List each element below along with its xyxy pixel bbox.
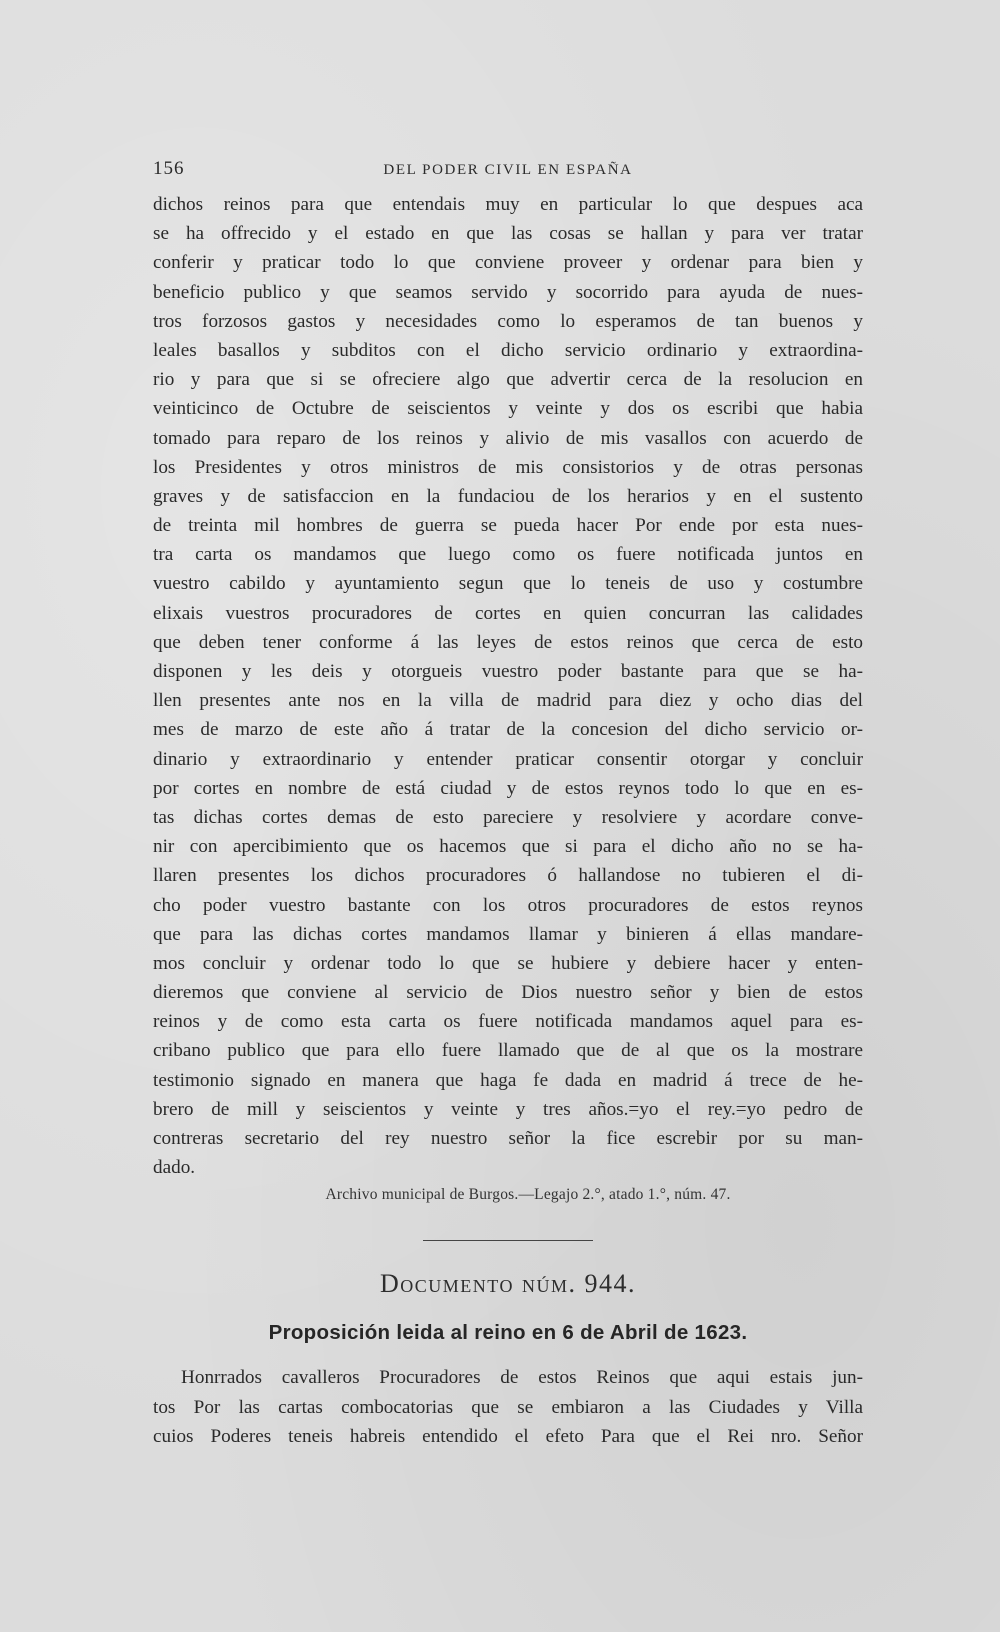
text-line: que para las dichas cortes mandamos llamar y binieren á ellas mandare- — [153, 923, 863, 945]
text-line: tas dichas cortes demas de esto pareciere y resolviere y acordare conve- — [153, 806, 863, 828]
text-line: cho poder vuestro bastante con los otros procuradores de estos reynos — [153, 894, 863, 916]
text-line: tos Por las cartas combocatorias que se embiaron a las Ciudades y Villa — [153, 1396, 863, 1418]
text-line: por cortes en nombre de está ciudad y de estos reynos todo lo que en es- — [153, 777, 863, 799]
text-line: cribano publico que para ello fuere llamado que de al que os la mostrare — [153, 1040, 863, 1062]
page-number: 156 — [153, 158, 185, 179]
text-line: elixais vuestros procuradores de cortes en quien concurran las calidades — [153, 602, 863, 624]
text-line: dichos reinos para que entendais muy en particular lo que despues aca — [153, 194, 863, 215]
text-line: brero de mill y seiscientos y veinte y tres años.=yo el rey.=yo pedro de — [153, 1098, 863, 1120]
text-line: nir con apercibimiento que os hacemos que si para el dicho año no se ha- — [153, 836, 863, 858]
text-line: mos concluir y ordenar todo lo que se hubiere y debiere hacer y enten- — [153, 952, 863, 974]
text-line: contreras secretario del rey nuestro señor la fice escrebir por su man- — [153, 1128, 863, 1149]
text-line: llen presentes ante nos en la villa de madrid para diez y ocho dias del — [153, 690, 863, 712]
document-subheading: Proposición leida al reino en 6 de Abril de 1623. — [268, 1321, 748, 1345]
text-line: los Presidentes y otros ministros de mis consistorios y de otras personas — [153, 456, 863, 478]
document-heading: Documento núm. 944. — [380, 1269, 636, 1299]
text-line: tomado para reparo de los reinos y alivio de mis vasallos con acuerdo de — [153, 427, 863, 449]
text-line: reinos y de como esta carta os fuere notificada mandamos aquel para es- — [153, 1011, 863, 1033]
text-line: vuestro cabildo y ayuntamiento segun que lo teneis de uso y costumbre — [153, 573, 863, 595]
text-line: se ha offrecido y el estado en que las cosas se hallan y para ver tratar — [153, 223, 863, 245]
text-line: graves y de satisfaccion en la fundaciou de los herarios y en el sustento — [153, 485, 863, 507]
running-title: DEL PODER CIVIL EN ESPAÑA — [383, 162, 633, 178]
body-text — [153, 190, 863, 1182]
text-line: conferir y praticar todo lo que conviene proveer y ordenar para bien y — [153, 252, 863, 274]
text-line: rio y para que si se ofreciere algo que advertir cerca de la resolucion en — [153, 369, 863, 391]
text-line: veinticinco de Octubre de seiscientos y veinte y dos os escribi que habia — [153, 398, 863, 420]
text-line: testimonio signado en manera que haga fe dada en madrid á trece de he- — [153, 1069, 863, 1091]
text-line: tros forzosos gastos y necesidades como lo esperamos de tan buenos y — [153, 310, 863, 332]
text-line: mes de marzo de este año á tratar de la concesion del dicho servicio or- — [153, 719, 863, 741]
running-header — [153, 158, 863, 184]
document-page — [153, 158, 863, 1451]
text-line: beneficio publico y que seamos servido y socorrido para ayuda de nues- — [153, 281, 863, 303]
section-divider — [423, 1240, 593, 1241]
text-line: de treinta mil hombres de guerra se pueda hacer Por ende por esta nues- — [153, 515, 863, 537]
text-line: que deben tener conforme á las leyes de estos reinos que cerca de esto — [153, 631, 863, 653]
text-line: dinario y extraordinario y entender praticar consentir otorgar y concluir — [153, 748, 863, 770]
text-line: cuios Poderes teneis habreis entendido el efeto Para que el Rei nro. Señor — [153, 1425, 863, 1447]
text-line: dado. — [153, 1157, 196, 1179]
text-line: llaren presentes los dichos procuradores ó hallandose no tubieren el di- — [153, 865, 863, 887]
text-line: dieremos que conviene al servicio de Dios nuestro señor y bien de estos — [153, 982, 863, 1004]
text-line: leales basallos y subditos con el dicho servicio ordinario y extraordina- — [153, 339, 863, 361]
text-line: tra carta os mandamos que luego como os fuere notificada juntos en — [153, 544, 863, 566]
text-line: disponen y les deis y otorgueis vuestro poder bastante para que se ha- — [153, 661, 863, 682]
text-line: Honrrados cavalleros Procuradores de estos Reinos que aqui estais jun- — [181, 1367, 863, 1389]
archive-citation: Archivo municipal de Burgos.—Legajo 2.°, atado 1.°, núm. 47. — [325, 1186, 731, 1204]
body-text-second — [153, 1363, 863, 1451]
